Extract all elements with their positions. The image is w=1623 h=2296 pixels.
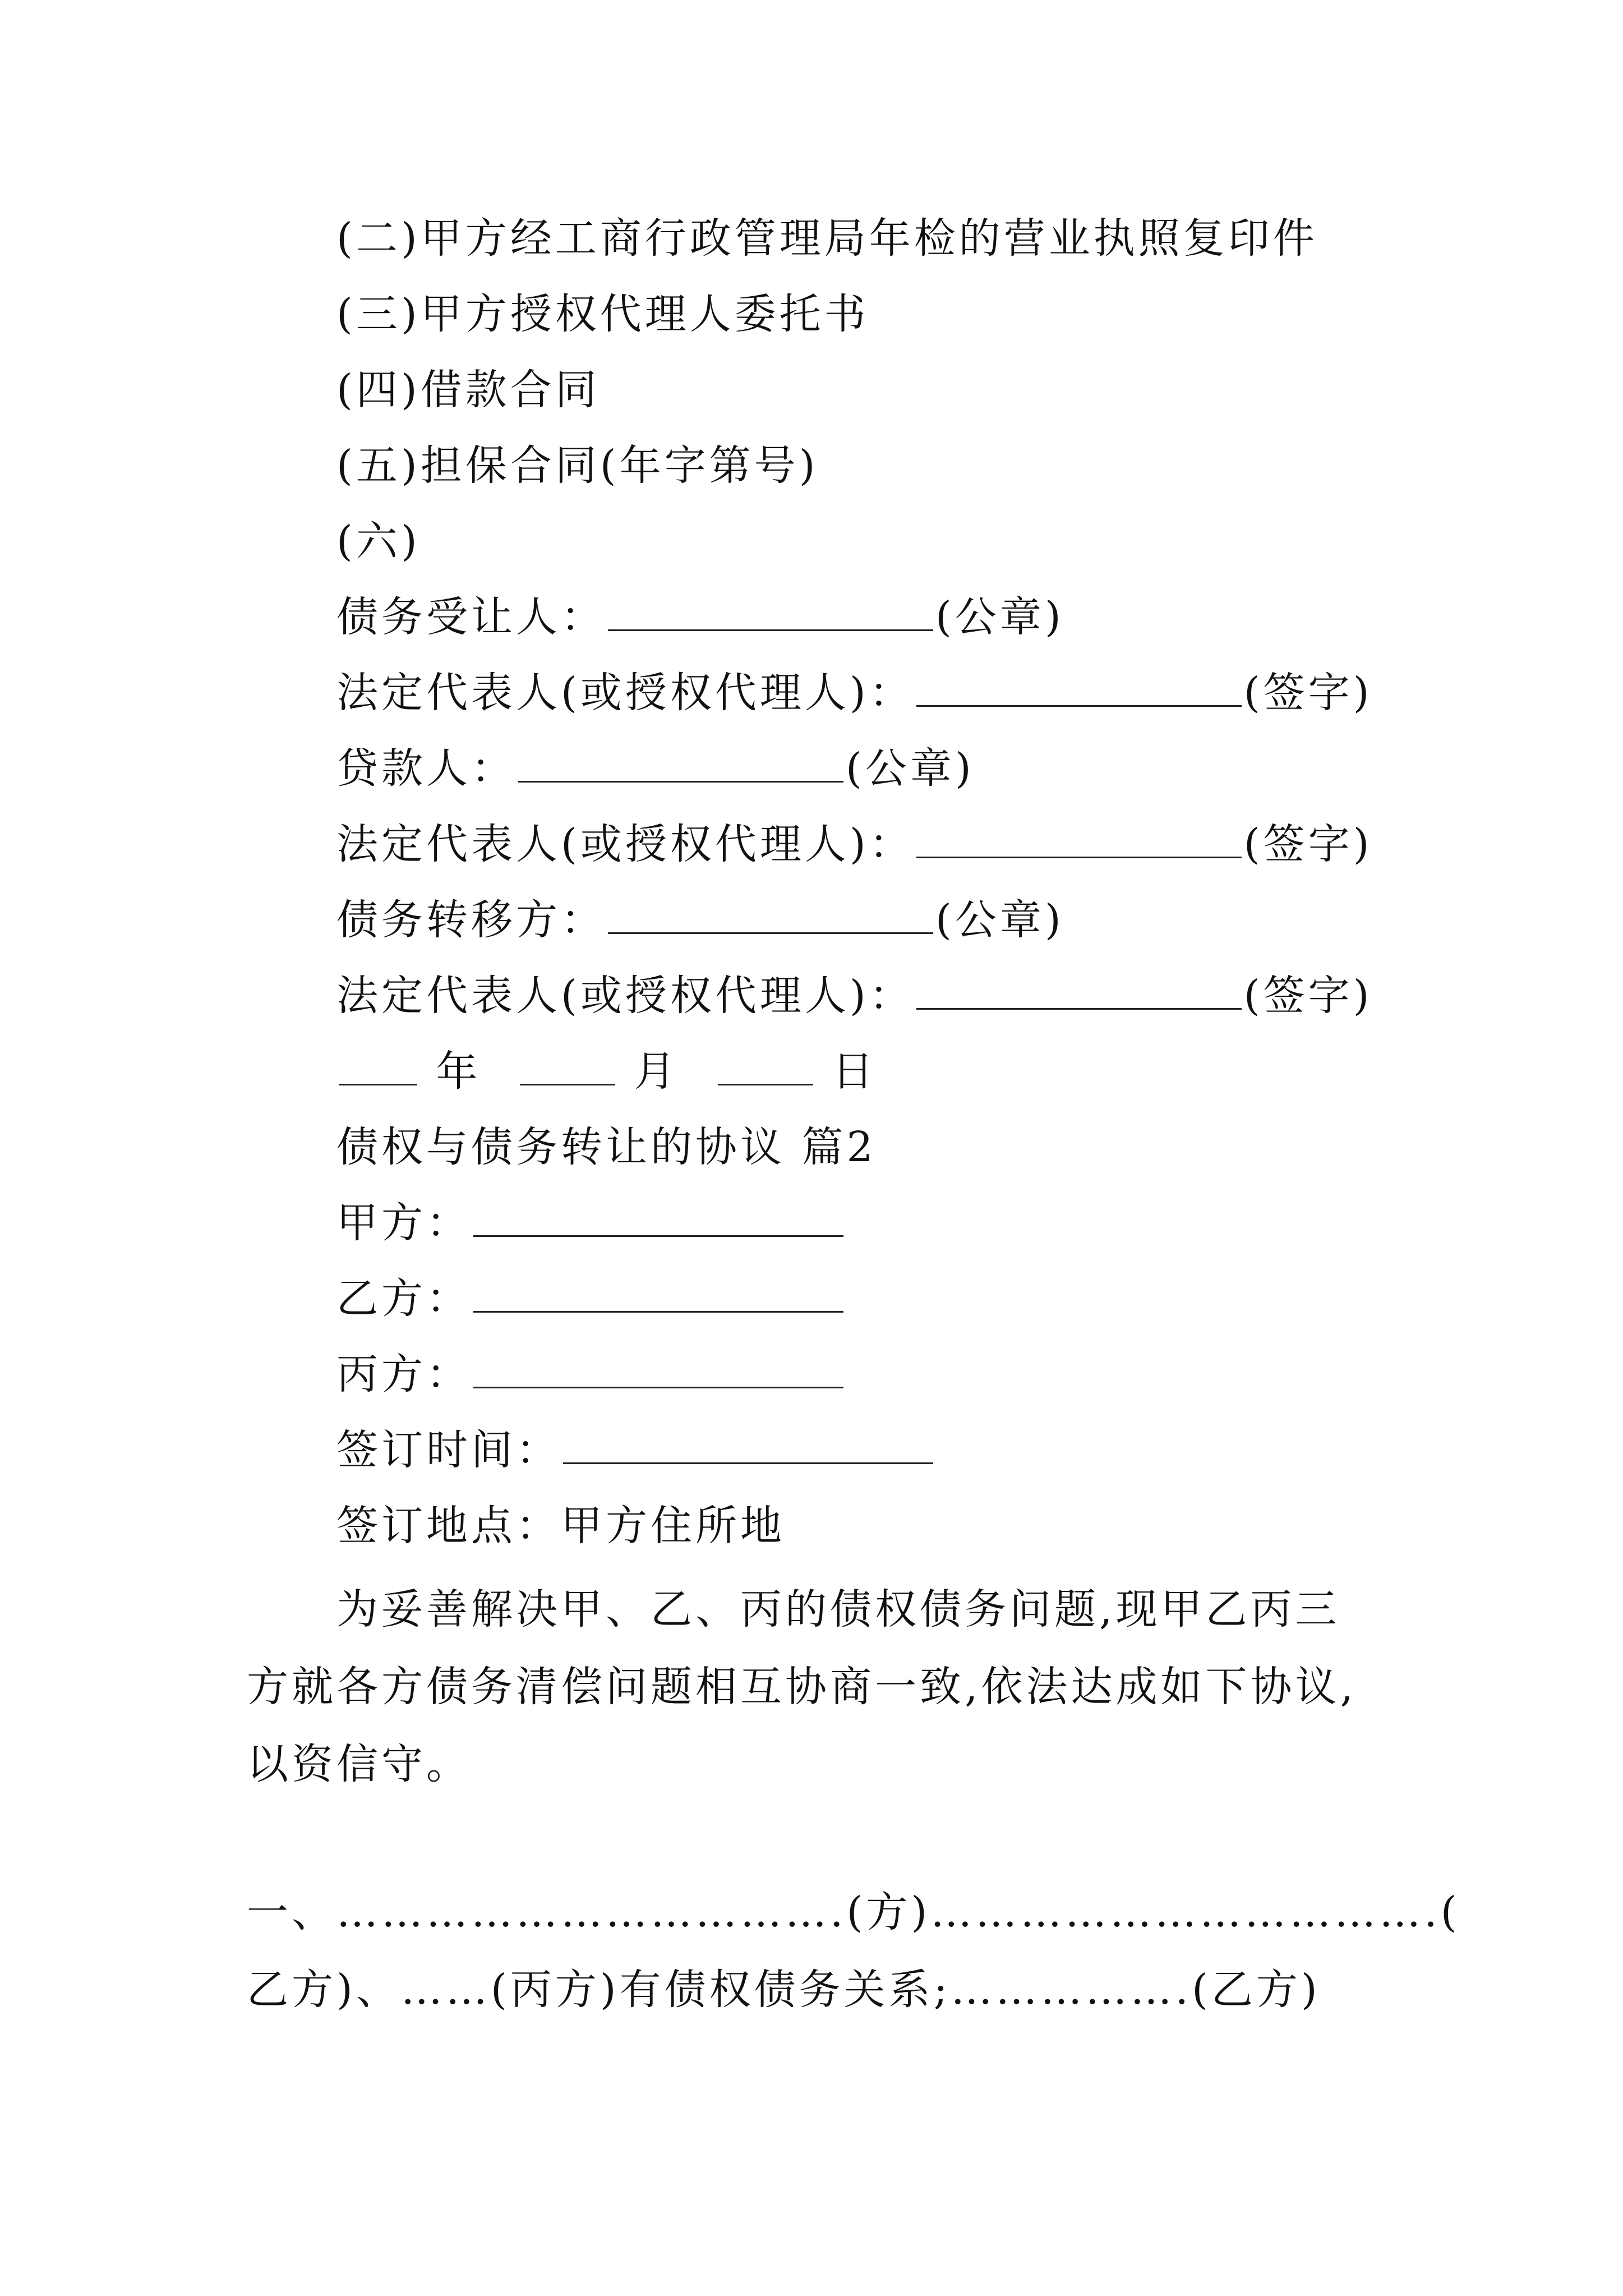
day-blank[interactable]: [718, 1045, 813, 1085]
intro-paragraph: 为妥善解决甲、乙、丙的债权债务问题,现甲乙丙三方就各方债务清偿问题相互协商一致,依法达成如下协议,以资信守。: [247, 1585, 1357, 1788]
lender-label: 贷款人：: [336, 744, 516, 793]
day-label: 日: [832, 1047, 877, 1096]
rep-blank[interactable]: [916, 666, 1242, 707]
party-b-label: 乙方：: [336, 1274, 471, 1323]
assignee-blank[interactable]: [608, 590, 933, 631]
party-a-label: 甲方：: [336, 1199, 471, 1247]
seal-label: (公章): [846, 744, 975, 793]
party-a-line: [336, 1195, 846, 1251]
attachment-item: (五)担保合同(年字第号): [336, 441, 819, 490]
rep-blank[interactable]: [916, 969, 1242, 1010]
sign-time-line: [336, 1422, 935, 1478]
rep-signature-line: [336, 968, 1373, 1024]
sign-label: (签字): [1243, 820, 1373, 868]
year-label: 年: [436, 1047, 481, 1096]
sign-label: (签字): [1243, 669, 1373, 717]
year-blank[interactable]: [339, 1045, 417, 1085]
seal-label: (公章): [935, 593, 1064, 641]
rep-blank[interactable]: [916, 817, 1242, 858]
lender-blank[interactable]: [518, 742, 843, 783]
party-c-label: 丙方：: [336, 1350, 471, 1398]
party-c-blank[interactable]: [473, 1347, 843, 1388]
rep-label: 法定代表人(或授权代理人)：: [336, 669, 914, 717]
month-label: 月: [634, 1047, 679, 1096]
attachment-item: (四)借款合同: [336, 366, 600, 414]
attachment-item: (三)甲方授权代理人委托书: [336, 290, 869, 338]
assignee-label: 债务受让人：: [336, 593, 606, 641]
sign-label: (签字): [1243, 972, 1373, 1020]
clause-1-line-1: 一、…………………………….(方)…………………………….(: [247, 1888, 1460, 1936]
party-b-line: [336, 1271, 846, 1327]
transferor-label: 债务转移方：: [336, 896, 606, 944]
transferor-signature-line: [336, 892, 1064, 948]
rep-label: 法定代表人(或授权代理人)：: [336, 972, 914, 1020]
month-blank[interactable]: [520, 1045, 615, 1085]
date-line: [336, 1043, 877, 1099]
rep-label: 法定代表人(或授权代理人)：: [336, 820, 914, 868]
rep-signature-line: [336, 816, 1373, 872]
lender-signature-line: [336, 740, 975, 797]
attachment-item: (六): [336, 517, 421, 565]
clause-1-line-2: 乙方)、……(丙方)有债权债务关系;…………….(乙方): [247, 1966, 1321, 2014]
rep-signature-line: [336, 665, 1373, 721]
sign-time-blank[interactable]: [563, 1423, 933, 1464]
sign-place-line: 签订地点：甲方住所地: [336, 1502, 785, 1550]
transferor-blank[interactable]: [608, 893, 933, 934]
party-c-line: [336, 1346, 846, 1402]
attachment-item: (二)甲方经工商行政管理局年检的营业执照复印件: [336, 214, 1318, 263]
assignee-signature-line: [336, 589, 1064, 645]
party-b-blank[interactable]: [473, 1272, 843, 1313]
seal-label: (公章): [935, 896, 1064, 944]
sign-time-label: 签订时间：: [336, 1426, 561, 1474]
party-a-blank[interactable]: [473, 1196, 843, 1237]
section-title: 债权与债务转让的协议 篇2: [336, 1123, 877, 1171]
